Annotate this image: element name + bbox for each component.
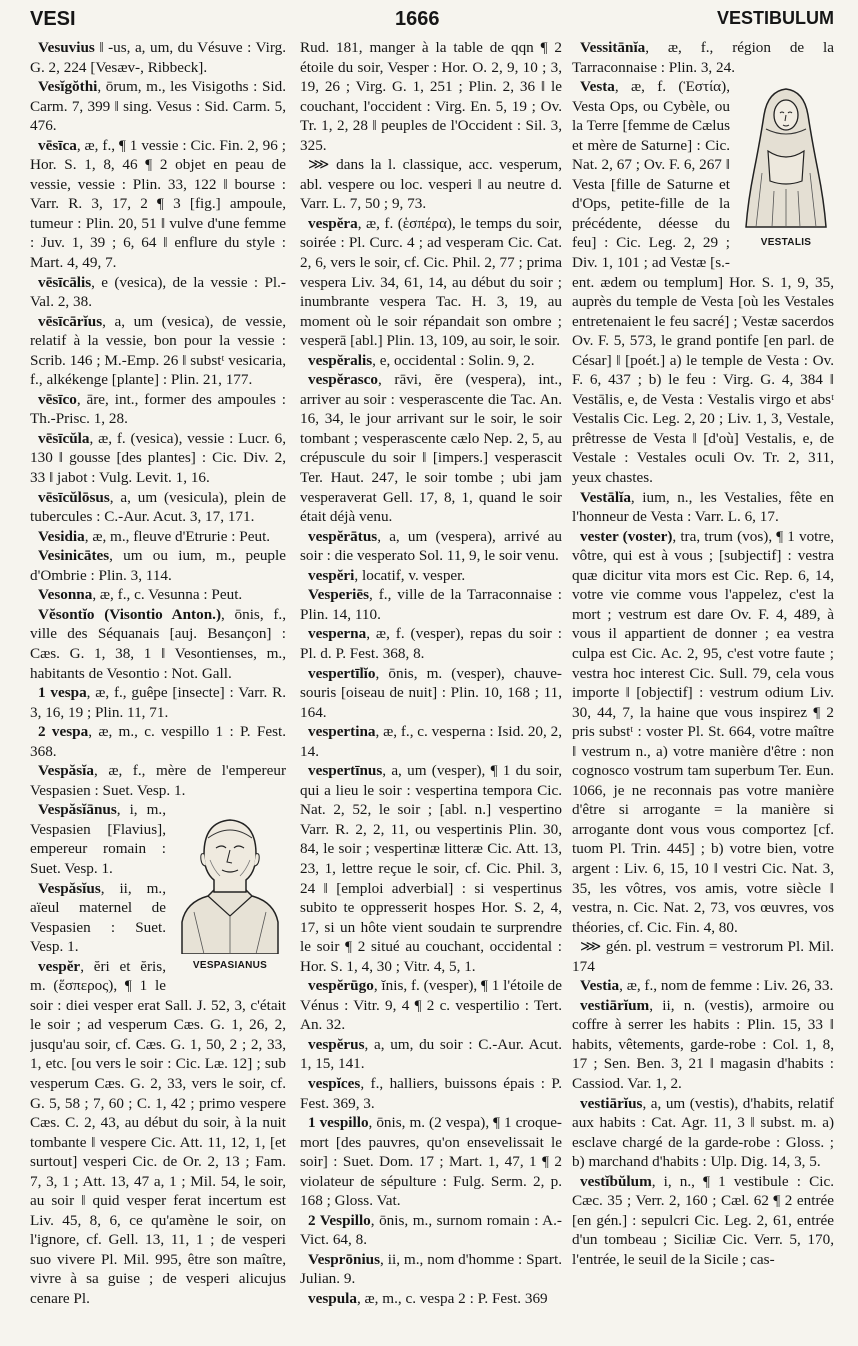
entry: vēsīco, āre, int., former des ampoules : Th.-Prisc. 1, 28. xyxy=(30,390,286,428)
entry: vespĕrātus, a, um (vespera), arrivé au soir : die vesperato Sol. 11, 9, le soir venu. xyxy=(300,527,562,565)
entry: Vespăsĭānus, i, m., Vespasien [Flavius], empereur romain : Suet. Vesp. 1. xyxy=(30,801,166,877)
entry: Vĕsontĭo (Visontio Anton.), ōnis, f., ville des Séquanais [auj. Besançon] : Cæs. G. 1, 38, 1 ‖ Vesontienses, m., habitants de Vesontio : Not. Gall. xyxy=(30,605,286,682)
entry: Vespăsĭus, ii, m., aïeul maternel de Vespasien : Suet. Vesp. 1. xyxy=(30,879,166,956)
entry: vespĕra, æ, f. (ἑσπέρα), le temps du soir, soirée : Pl. Curc. 4 ; ad vesperam Cic. Cat. 2, 6, vers le soir, cf. Cic. Phil. 2, 77 ; prima vespera Liv. 34, 61, 14, au début du soir ; inumbrante vespera Tac. H. 3, 19, au moment où le soir répandait son ombre ; vesperā [abl.] Plin. 13, 109, au soir, le soir. xyxy=(300,214,562,350)
vespasianus-bust-illustration xyxy=(174,804,286,954)
entry: vespertina, æ, f., c. vesperna : Isid. 20, 2, 14. xyxy=(300,723,562,760)
entry: vestiārĭum, ii, n. (vestis), armoire ou coffre à serrer les habits : Plin. 15, 33 ‖ habits, vêtements, garde-robe : Col. 1, 8, 17 ; Sen. Ben. 3, 21 ‖ magasin d'habits : Cassiod. Var. 1, 2. xyxy=(572,996,834,1092)
entry: ⋙ dans la l. classique, acc. vesperum, abl. vespere ou loc. vesperi ‖ au neutre d. Varr. L. 7, 50 ; 9, 73. xyxy=(300,156,562,213)
figure-caption: VESPASIANUS xyxy=(192,960,268,972)
entry: vespertīlĭo, ōnis, m. (vesper), chauve-souris [oiseau de nuit] : Plin. 10, 168 ; 11, 164. xyxy=(300,664,562,721)
figure-caption: VESTALIS xyxy=(760,237,812,249)
entry: vēsīca, æ, f., ¶ 1 vessie : Cic. Fin. 2, 96 ; Hor. S. 1, 8, 46 ¶ 2 objet en peau de vessie, vessie : Plin. 33, 122 ‖ bourse : Varr. R. 3, 17, 2 ¶ 3 [fig.] ampoule, tumeur : Plin. 20, 51 ‖ vulve d'une femme : Juv. 1, 39 ; 6, 64 ‖ enflure du style : Mart. 4, 49, 7. xyxy=(30,136,286,272)
entry: vester (voster), tra, trum (vos), ¶ 1 votre, vôtre, qui est à vous ; [subjectif] : vestra quæ dicitur vita mors est Cic. Rep. 6, 14, votre vie comme vous l'appelez, c'est la mort ; vestrum est dare Ov. F. 4, 489, à vous il appartient de donner ; ea vestra culpa est Cic. Ac. 2, 95, c'est votre faute ; vestra hoc interest Cic. Sull. 79, cela vous importe ‖ [objectif] : vestrum odium Liv. 30, 44, 7, la haine que vous inspirez ¶ 2 pris substᵗ : voster Pl. St. 664, votre maître ‖ vestrum n., a) votre manière d'être : non cognosco vostrum tam superbum Ter. Eun. 1066, je ne reconnais pas votre manière d'être si arrogante = la manière si arrogante dont vous vous comportez [cf. tuom Pl. Trin. 445] ; b) votre bien, votre argent : Liv. 6, 15, 10 ‖ vestri Cic. Nat. 3, 35, les vôtres, vos amis, votre siècle ‖ vestra, n. Cic. Nat. 2, 73, vos œuvres, vos théories, cf. Cic. Fin. 4, 80. xyxy=(572,527,834,936)
entry: Vesĭgŏthi, ōrum, m., les Visigoths : Sid. Carm. 7, 399 ‖ sing. Vesus : Sid. Carm. 5, 476. xyxy=(30,78,286,135)
entry: vespĕrūgo, ĭnis, f. (vesper), ¶ 1 l'étoile de Vénus : Vitr. 9, 4 ¶ 2 c. vespertilio : Tert. An. 32. xyxy=(300,977,562,1034)
column-3 xyxy=(572,38,834,1338)
entry: Vesinicātes, um ou ium, m., peuple d'Ombrie : Plin. 3, 114. xyxy=(30,547,286,584)
entry: Vespăsĭa, æ, f., mère de l'empereur Vespasien : Suet. Vesp. 1. xyxy=(30,762,286,799)
column-1 xyxy=(30,38,286,1338)
entry: Vestālĭa, ium, n., les Vestalies, fête en l'honneur de Vesta : Varr. L. 6, 17. xyxy=(572,488,834,526)
entry: Vesuvius ‖ -us, a, um, du Vésuve : Virg. G. 2, 224 [Vesæv-, Ribbeck]. xyxy=(30,39,286,76)
entry: Vesperiēs, f., ville de la Tarraconnaise : Plin. 14, 110. xyxy=(300,586,562,623)
entry: vestĭbŭlum, i, n., ¶ 1 vestibule : Cic. Cæc. 35 ; Verr. 2, 160 ; Cæl. 62 ¶ 2 entrée [en gén.] : sepulcri Cic. Leg. 2, 61, entrée d'un tombeau ; Siciliæ Cic. Verr. 5, 170, l'entrée, le seuil de la Sicile ; cas- xyxy=(572,1172,834,1268)
entry: vespĕr, ĕri et ĕris, m. (ἕσπερος), ¶ 1 le soir : diei vesper erat Sall. J. 52, 3, c'était le soir ; ad vesperum Cæs. G. 1, 26, 2, jusqu'au soir, cf. Cæs. G. 1, 50, 2 ; 2, 33, 1, etc. [ou vers le soir : Cic. Læ. 12] ; sub vesperum Cæs. G. 2, 33, vers le soir, cf. G. 5, 58 ; 7, 60 ; C. 1, 42 ; primo vespere Cæs. C. 2, 43, au début du soir, à la nuit tombante ‖ vespere Cic. Att. 11, 12, 1, [et surtout] vesperi Cic. de Or. 2, 13 ; Fam. 7, 3, 1 ; Att. 13, 47 a, 1 ; Mil. 54, le soir, au soir ‖ quid vesper ferat incertum est Liv. 45, 8, 6, ce qu'amène le soir, on l'ignore, cf. Gell. 13, 11, 1 ; de vesperi suo vivere Pl. Mil. 995, être son maître, vivre à sa guise ; de vesperi alicujus cenare Pl. xyxy=(30,957,286,1307)
entry: vespĕralis, e, occidental : Solin. 9, 2. xyxy=(308,351,535,369)
entry: vespĭces, f., halliers, buissons épais : P. Fest. 369, 3. xyxy=(300,1074,562,1112)
entry: Vessitānĭa, æ, f., région de la Tarraconnaise : Plin. 3, 24. xyxy=(572,39,834,76)
entry: Vesprōnius, ii, m., nom d'homme : Spart. Julian. 9. xyxy=(300,1250,562,1288)
entry: 1 vespa, æ, f., guêpe [insecte] : Varr. R. 3, 16, 19 ; Plin. 11, 71. xyxy=(30,684,286,721)
header-left-guideword: VESI xyxy=(30,8,76,30)
header-right-guideword: VESTIBULUM xyxy=(717,8,834,28)
entry: vestiārĭus, a, um (vestis), d'habits, relatif aux habits : Cat. Agr. 11, 3 ‖ subst. m. a) esclave chargé de la garde-robe : Gloss. ; b) marchand d'habits : Ulp. Dig. 14, 3, 5. xyxy=(572,1094,834,1171)
figure-vespasianus xyxy=(174,804,286,976)
entry: 2 vespa, æ, m., c. vespillo 1 : P. Fest. 368. xyxy=(30,723,286,760)
entry: 1 vespillo, ōnis, m. (2 vespa), ¶ 1 croque-mort [des pauvres, qu'on ensevelissait le soir] : Suet. Dom. 17 ; Mart. 1, 47, 1 ¶ 2 violateur de sépulture : Fulg. Serm. 2, p. 168 ; Gloss. Vat. xyxy=(300,1114,562,1210)
page-header xyxy=(0,4,858,36)
entry: Vesonna, æ, f., c. Vesunna : Peut. xyxy=(38,586,243,604)
entry: vespĕri, locatif, v. vesper. xyxy=(308,566,466,584)
vestalis-statue-illustration xyxy=(738,81,834,231)
entry: vēsīcālis, e (vesica), de la vessie : Pl.-Val. 2, 38. xyxy=(30,273,286,311)
entry: vēsīcŭlōsus, a, um (vesicula), plein de tubercules : C.-Aur. Acut. 3, 17, 171. xyxy=(30,488,286,526)
entry: vespula, æ, m., c. vespa 2 : P. Fest. 369 xyxy=(308,1290,548,1307)
column-2 xyxy=(300,38,562,1338)
page-number: 1666 xyxy=(395,8,440,30)
entry: vespĕrasco, rāvi, ĕre (vespera), int., arriver au soir : vesperascente die Tac. An. 16, 34, le jour arrivant sur le soir, le soir tombant ; vesperascente cælo Nep. 2, 5, au crépuscule du soir ‖ [impers.] vesperascit Ter. Haut. 247, le soir tombe ; ubi jam vesperaverat Gell. 17, 8, 1, quand le soir était déjà venu. xyxy=(300,371,562,526)
entry: Rud. 181, manger à la table de qqn ¶ 2 étoile du soir, Vesper : Hor. O. 2, 9, 10 ; 3, 19, 26 ; Virg. G. 1, 251 ; Plin. 2, 36 ‖ le couchant, l'occident : Virg. En. 5, 19 ; Ov. Tr. 1, 2, 28 ‖ peuples de l'Occident : Sil. 3, 325. xyxy=(300,39,562,154)
entry: Vesta, æ, f. (Ἑστία), Vesta Ops, ou Cybèle, ou la Terre [femme de Cælus et mère de Saturne] : Cic. Nat. 2, 67 ; Ov. F. 6, 267 ‖ Vesta [fille de Saturne et d'Ops, petite-fille de la précédente, déesse du feu] : Cic. Leg. 2, 29 ; Div. 1, 101 ; ad Vestæ [s.-ent. ædem ou templum] Hor. S. 1, 9, 35, auprès du temple de Vesta [où les Vestales entretenaient le feu sacré] ; Vestæ sacerdos Ov. F. 5, 573, le grand pontife [en parl. de César] ‖ [poét.] a) le temple de Vesta : Ov. F. 6, 437 ; b) le feu : Virg. G. 4, 384 ‖ Vestālis, e, de Vesta : Vestalis virgo et absᵗ Vestalis Cic. Leg. 2, 20 ; Liv. 1, 3, Vestale, prêtresse de Vesta ‖ [d'où] Vestalis, e, de Vestale : Vestales oculi Ov. Tr. 2, 311, yeux chastes. xyxy=(572,78,834,487)
entry: vēsīcārĭus, a, um (vesica), de vessie, relatif à la vessie, bon pour la vessie : Scrib. 146 ; M.-Emp. 26 ‖ substᵗ vesicaria, f., alkékenge [plante] : Plin. 21, 177. xyxy=(30,312,286,389)
entry: vespĕrus, a, um, du soir : C.-Aur. Acut. 1, 15, 141. xyxy=(300,1035,562,1073)
entry: Vestia, æ, f., nom de femme : Liv. 26, 33. xyxy=(580,977,834,995)
entry: 2 Vespillo, ōnis, m., surnom romain : A.-Vict. 64, 8. xyxy=(300,1211,562,1249)
entry: ⋙ gén. pl. vestrum = vestrorum Pl. Mil. 174 xyxy=(572,938,834,975)
entry: Vesidia, æ, m., fleuve d'Etrurie : Peut. xyxy=(38,527,271,545)
entry: vespertīnus, a, um (vesper), ¶ 1 du soir, qui a lieu le soir : vespertina tempora Cic. Nat. 2, 52, le soir ; [abl. n.] vespertino Varr. R. 2, 2, 11, ou vespertinis Plin. 30, 84, le soir ; vespertinæ litteræ Cic. Att. 13, 23, 1, lettre reçue le soir, cf. Cic. Phil. 3, 24 ‖ [emploi adverbial] : si vespertinus subito te oppresserit hospes Hor. S. 2, 4, 17, si un hôte vient soudain te surprendre le soir ¶ 2 situé au couchant, occidental : Hor. S. 1, 4, 30 ; Vitr. 4, 5, 1. xyxy=(300,762,562,975)
entry: vesperna, æ, f. (vesper), repas du soir : Pl. d. P. Fest. 368, 8. xyxy=(300,625,562,662)
figure-vestalis xyxy=(738,81,834,253)
entry: vēsīcŭla, æ, f. (vesica), vessie : Lucr. 6, 130 ‖ gousse [des plantes] : Cic. Div. 2, 33 ‖ jabot : Vulg. Levit. 1, 16. xyxy=(30,429,286,487)
